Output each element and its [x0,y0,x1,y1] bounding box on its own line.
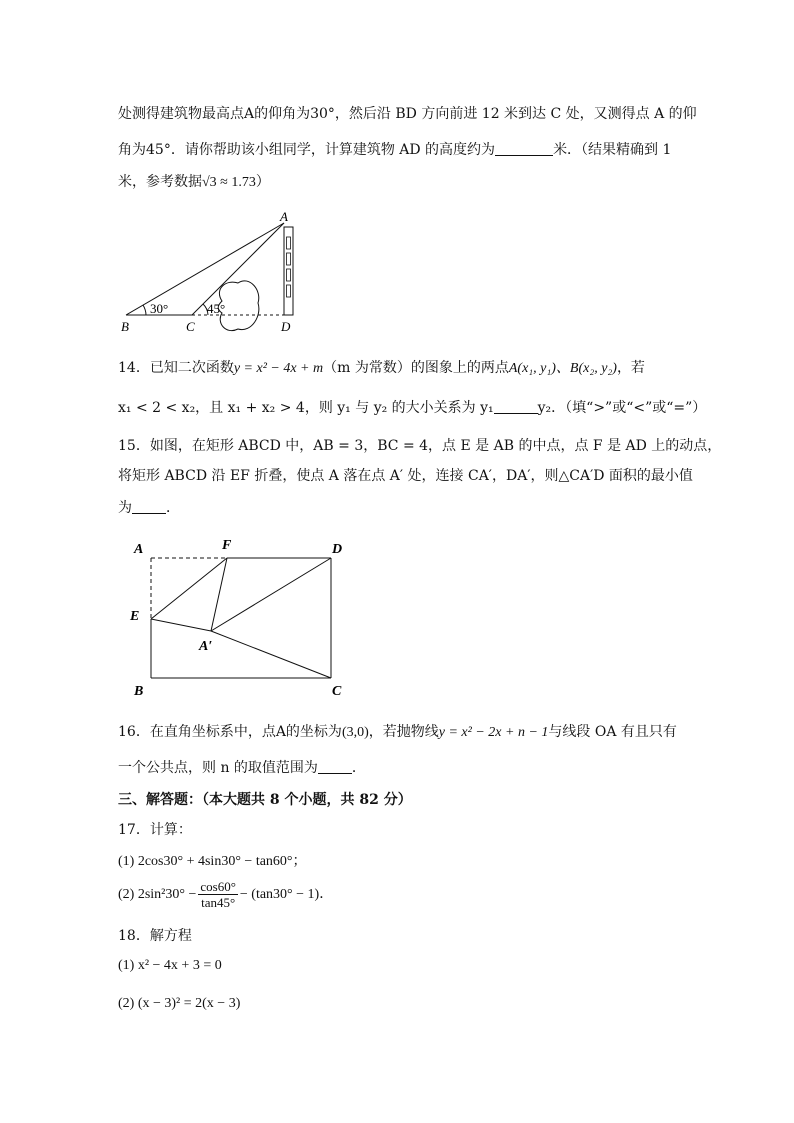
q13-text-2a: 角为45°．请你帮助该小组同学，计算建筑物 AD 的高度约为 [118,142,496,158]
q16-answer-blank[interactable] [318,759,352,774]
label-C: C [186,319,195,334]
q15-text-3: 为 [118,500,132,516]
segment-DAprime [211,558,331,631]
label-B: B [121,319,129,334]
q13-text-3a: 米，参考数据 [118,174,202,190]
label-45-degrees: 45° [207,301,226,316]
segment-CAprime [211,631,331,678]
q14-answer-blank[interactable] [494,399,538,414]
q15-line-3 [118,498,180,518]
q17-part-2a: (2) 2sin²30° − [118,887,197,902]
q14-text-2b: y₂．（填“>”或“<”或“=”） [537,400,707,416]
q13-answer-blank[interactable] [495,141,553,156]
q15-text-2: 将矩形 ABCD 沿 EF 折叠，使点 A 落在点 A′ 处，连接 CA′，DA′，则△CA′D 面积的最小值 [118,468,693,484]
q17-part-2 [118,878,333,912]
q17-fraction [198,879,238,910]
label-A: A [280,209,288,224]
q16-line-1 [118,722,677,743]
building-window [287,285,291,297]
q14-text-2a: x₁ < 2 < x₂，且 x₁ + x₂ > 4，则 y₁ 与 y₂ 的大小关系为 y₁ [118,400,494,416]
segment-EAprime [151,619,211,631]
q16-text-2-end: ． [351,760,366,776]
q18-title: 18．解方程 [118,928,192,944]
label-B: B [134,684,144,699]
q18-part-2-text: (2) (x − 3)² = 2(x − 3) [118,996,241,1011]
q16-text-1c: 与线段 OA 有且只有 [548,724,677,740]
q14-text-1b: （m 为常数）的图象上的两点 [323,360,509,376]
label-F: F [222,538,232,553]
q17-part-1-text: (1) 2cos30° + 4sin30° − tan60°； [118,854,307,869]
q16-line-2 [118,758,366,778]
label-D: D [281,319,291,334]
q13-text-2b: 米．（结果精确到 1 [553,142,672,158]
q14-line-1 [118,358,645,379]
q18-title-line [118,926,192,946]
label-D: D [332,542,343,557]
label-A-prime: A′ [199,639,213,654]
q14-text-1c: ，若 [616,360,645,376]
angle-arc-30 [143,305,146,315]
q16-text-2: 一个公共点，则 n 的取值范围为 [118,760,318,776]
q16-coordinate: (3,0) [341,725,369,740]
q13-line-2 [118,140,671,160]
q14-points: A(x₁, y₁)、B(x₂, y₂) [508,361,617,376]
label-30-degrees: 30° [150,301,169,316]
q18-part-1-text: (1) x² − 4x + 3 = 0 [118,958,222,973]
q16-text-1a: 16．在直角坐标系中，点A的坐标为 [118,724,342,740]
q17-fraction-denominator: tan45° [201,895,236,911]
q14-function: y = x² − 4x + m [233,361,324,376]
q18-part-2 [118,994,240,1014]
q17-part-1 [118,852,307,872]
q15-text-1: 15．如图，在矩形 ABCD 中，AB = 3，BC = 4，点 E 是 AB 的中点，点 F 是 AD 上的动点， [118,438,722,454]
q15-line-1 [118,436,721,456]
q14-text-1a: 14．已知二次函数 [118,360,234,376]
q13-line-3 [118,172,270,193]
figure-rectangle-fold [125,533,355,703]
section-3-title: 三、解答题：（本大题共 8 个小题，共 82 分） [118,792,412,808]
building-window [287,253,291,265]
q13-text-1: 处测得建筑物最高点A的仰角为30°，然后沿 BD 方向前进 12 米到达 C 处，又测得点 A 的仰 [118,106,697,122]
q13-line-1 [118,104,697,124]
section-3-heading [118,790,412,810]
building-AD [284,227,293,315]
q18-part-1 [118,956,222,976]
q17-title: 17．计算： [118,822,192,838]
label-A: A [134,542,144,557]
label-C: C [332,684,342,699]
q15-text-3-end: ． [166,500,180,516]
q17-part-2b: − (tan30° − 1)． [239,887,334,902]
q15-line-2 [118,466,693,486]
q16-parabola: y = x² − 2x + n − 1 [438,725,549,740]
q14-line-2 [118,398,706,418]
q16-text-1b: ，若抛物线 [368,724,439,740]
q17-fraction-numerator: cos60° [200,879,236,895]
building-window [287,237,291,249]
q17-title-line [118,820,192,840]
label-E: E [130,609,140,624]
building-window [287,269,291,281]
q13-sqrt-reference: √3 ≈ 1.73） [202,175,270,190]
figure-elevation-diagram [112,205,312,335]
q15-answer-blank[interactable] [132,499,166,514]
